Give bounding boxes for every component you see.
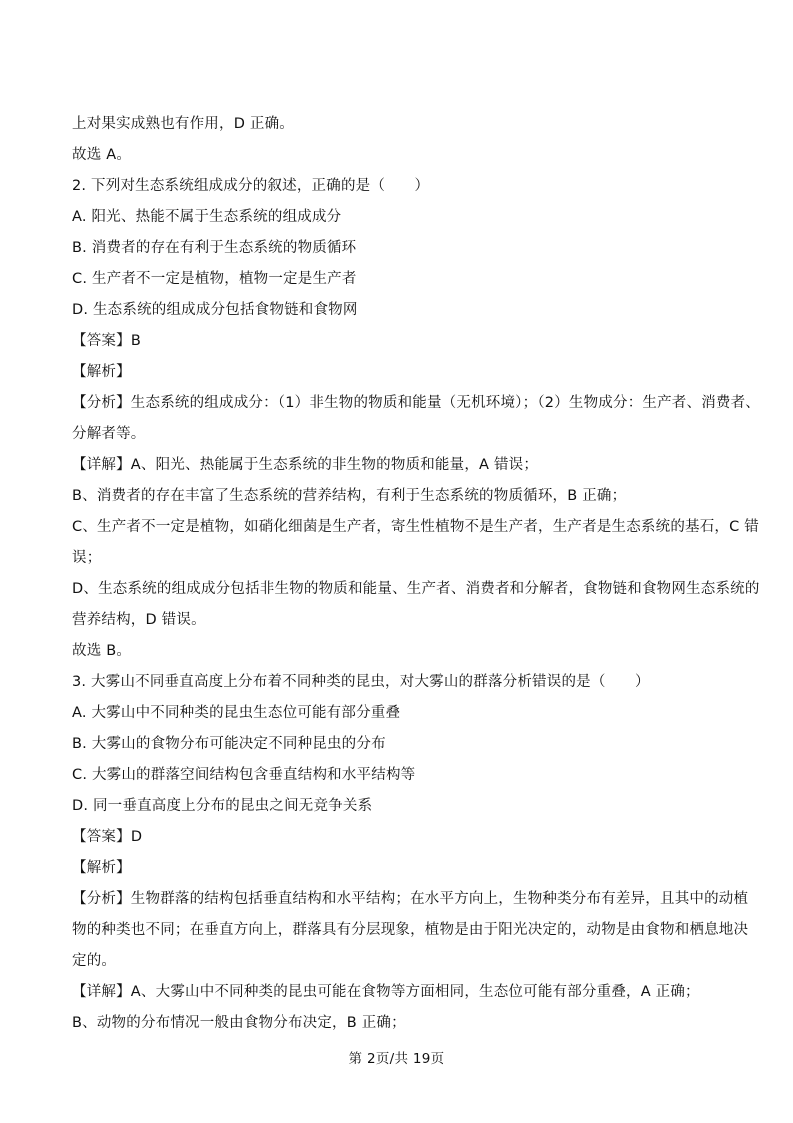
- detail-text: D、生态系统的组成成分包括非生物的物质和能量、生产者、消费者和分解者，食物链和食物网生态系统的: [72, 581, 760, 597]
- option-a: A. 大雾山中不同种类的昆虫生态位可能有部分重叠: [72, 705, 401, 721]
- option-a: A. 阳光、热能不属于生态系统的组成成分: [72, 209, 342, 225]
- analysis-text: 【分析】生态系统的组成成分：（1）非生物的物质和能量（无机环境）；（2）生物成分：生产者、消费者、: [72, 395, 760, 411]
- detail-text: B、消费者的存在丰富了生态系统的营养结构，有利于生态系统的物质循环，B 正确；: [72, 488, 627, 504]
- analysis-tag: 【解析】: [72, 364, 131, 380]
- text-line: 故选 A。: [72, 147, 132, 163]
- option-c: C. 大雾山的群落空间结构包含垂直结构和水平结构等: [72, 767, 416, 783]
- analysis-tag: 【解析】: [72, 860, 131, 876]
- option-b: B. 消费者的存在有利于生态系统的物质循环: [72, 240, 357, 256]
- option-c: C. 生产者不一定是植物，植物一定是生产者: [72, 271, 357, 287]
- detail-text: 【详解】A、大雾山中不同种类的昆虫可能在食物等方面相同，生态位可能有部分重叠，A 正确；: [72, 984, 700, 1000]
- answer-tag: 【答案】: [72, 829, 131, 845]
- analysis-text: 物的种类也不同；在垂直方向上，群落具有分层现象，植物是由于阳光决定的，动物是由食物和栖息地决: [72, 922, 749, 938]
- analysis-text: 【分析】生物群落的结构包括垂直结构和水平结构；在水平方向上，生物种类分布有差异，且其中的动植: [72, 891, 749, 907]
- option-d: D. 同一垂直高度上分布的昆虫之间无竞争关系: [72, 798, 373, 814]
- detail-text: C、生产者不一定是植物，如硝化细菌是生产者，寄生性植物不是生产者，生产者是生态系统的基石，C 错: [72, 519, 759, 535]
- answer-value: D: [130, 829, 143, 845]
- answer-line: [72, 331, 141, 351]
- detail-text: 误；: [72, 550, 102, 566]
- option-d: D. 生态系统的组成成分包括食物链和食物网: [72, 302, 358, 318]
- detail-text: 营养结构，D 错误。: [72, 612, 206, 628]
- question-stem: 2. 下列对生态系统组成成分的叙述，正确的是（ ）: [72, 178, 430, 194]
- detail-text: B、动物的分布情况一般由食物分布决定，B 正确；: [72, 1015, 406, 1031]
- answer-line: [72, 827, 142, 847]
- text-line: 上对果实成熟也有作用，D 正确。: [72, 116, 294, 132]
- detail-text: 【详解】A、阳光、热能属于生态系统的非生物的物质和能量，A 错误；: [72, 457, 539, 473]
- select-line: 故选 B。: [72, 643, 132, 659]
- analysis-text: 定的。: [72, 953, 117, 969]
- answer-tag: 【答案】: [72, 333, 131, 349]
- question-stem: 3. 大雾山不同垂直高度上分布着不同种类的昆虫，对大雾山的群落分析错误的是（ ）: [72, 674, 650, 690]
- page-footer: 第 2页/共 19页: [348, 1051, 445, 1067]
- option-b: B. 大雾山的食物分布可能决定不同种昆虫的分布: [72, 736, 386, 752]
- answer-value: B: [130, 333, 141, 349]
- analysis-text: 分解者等。: [72, 426, 146, 442]
